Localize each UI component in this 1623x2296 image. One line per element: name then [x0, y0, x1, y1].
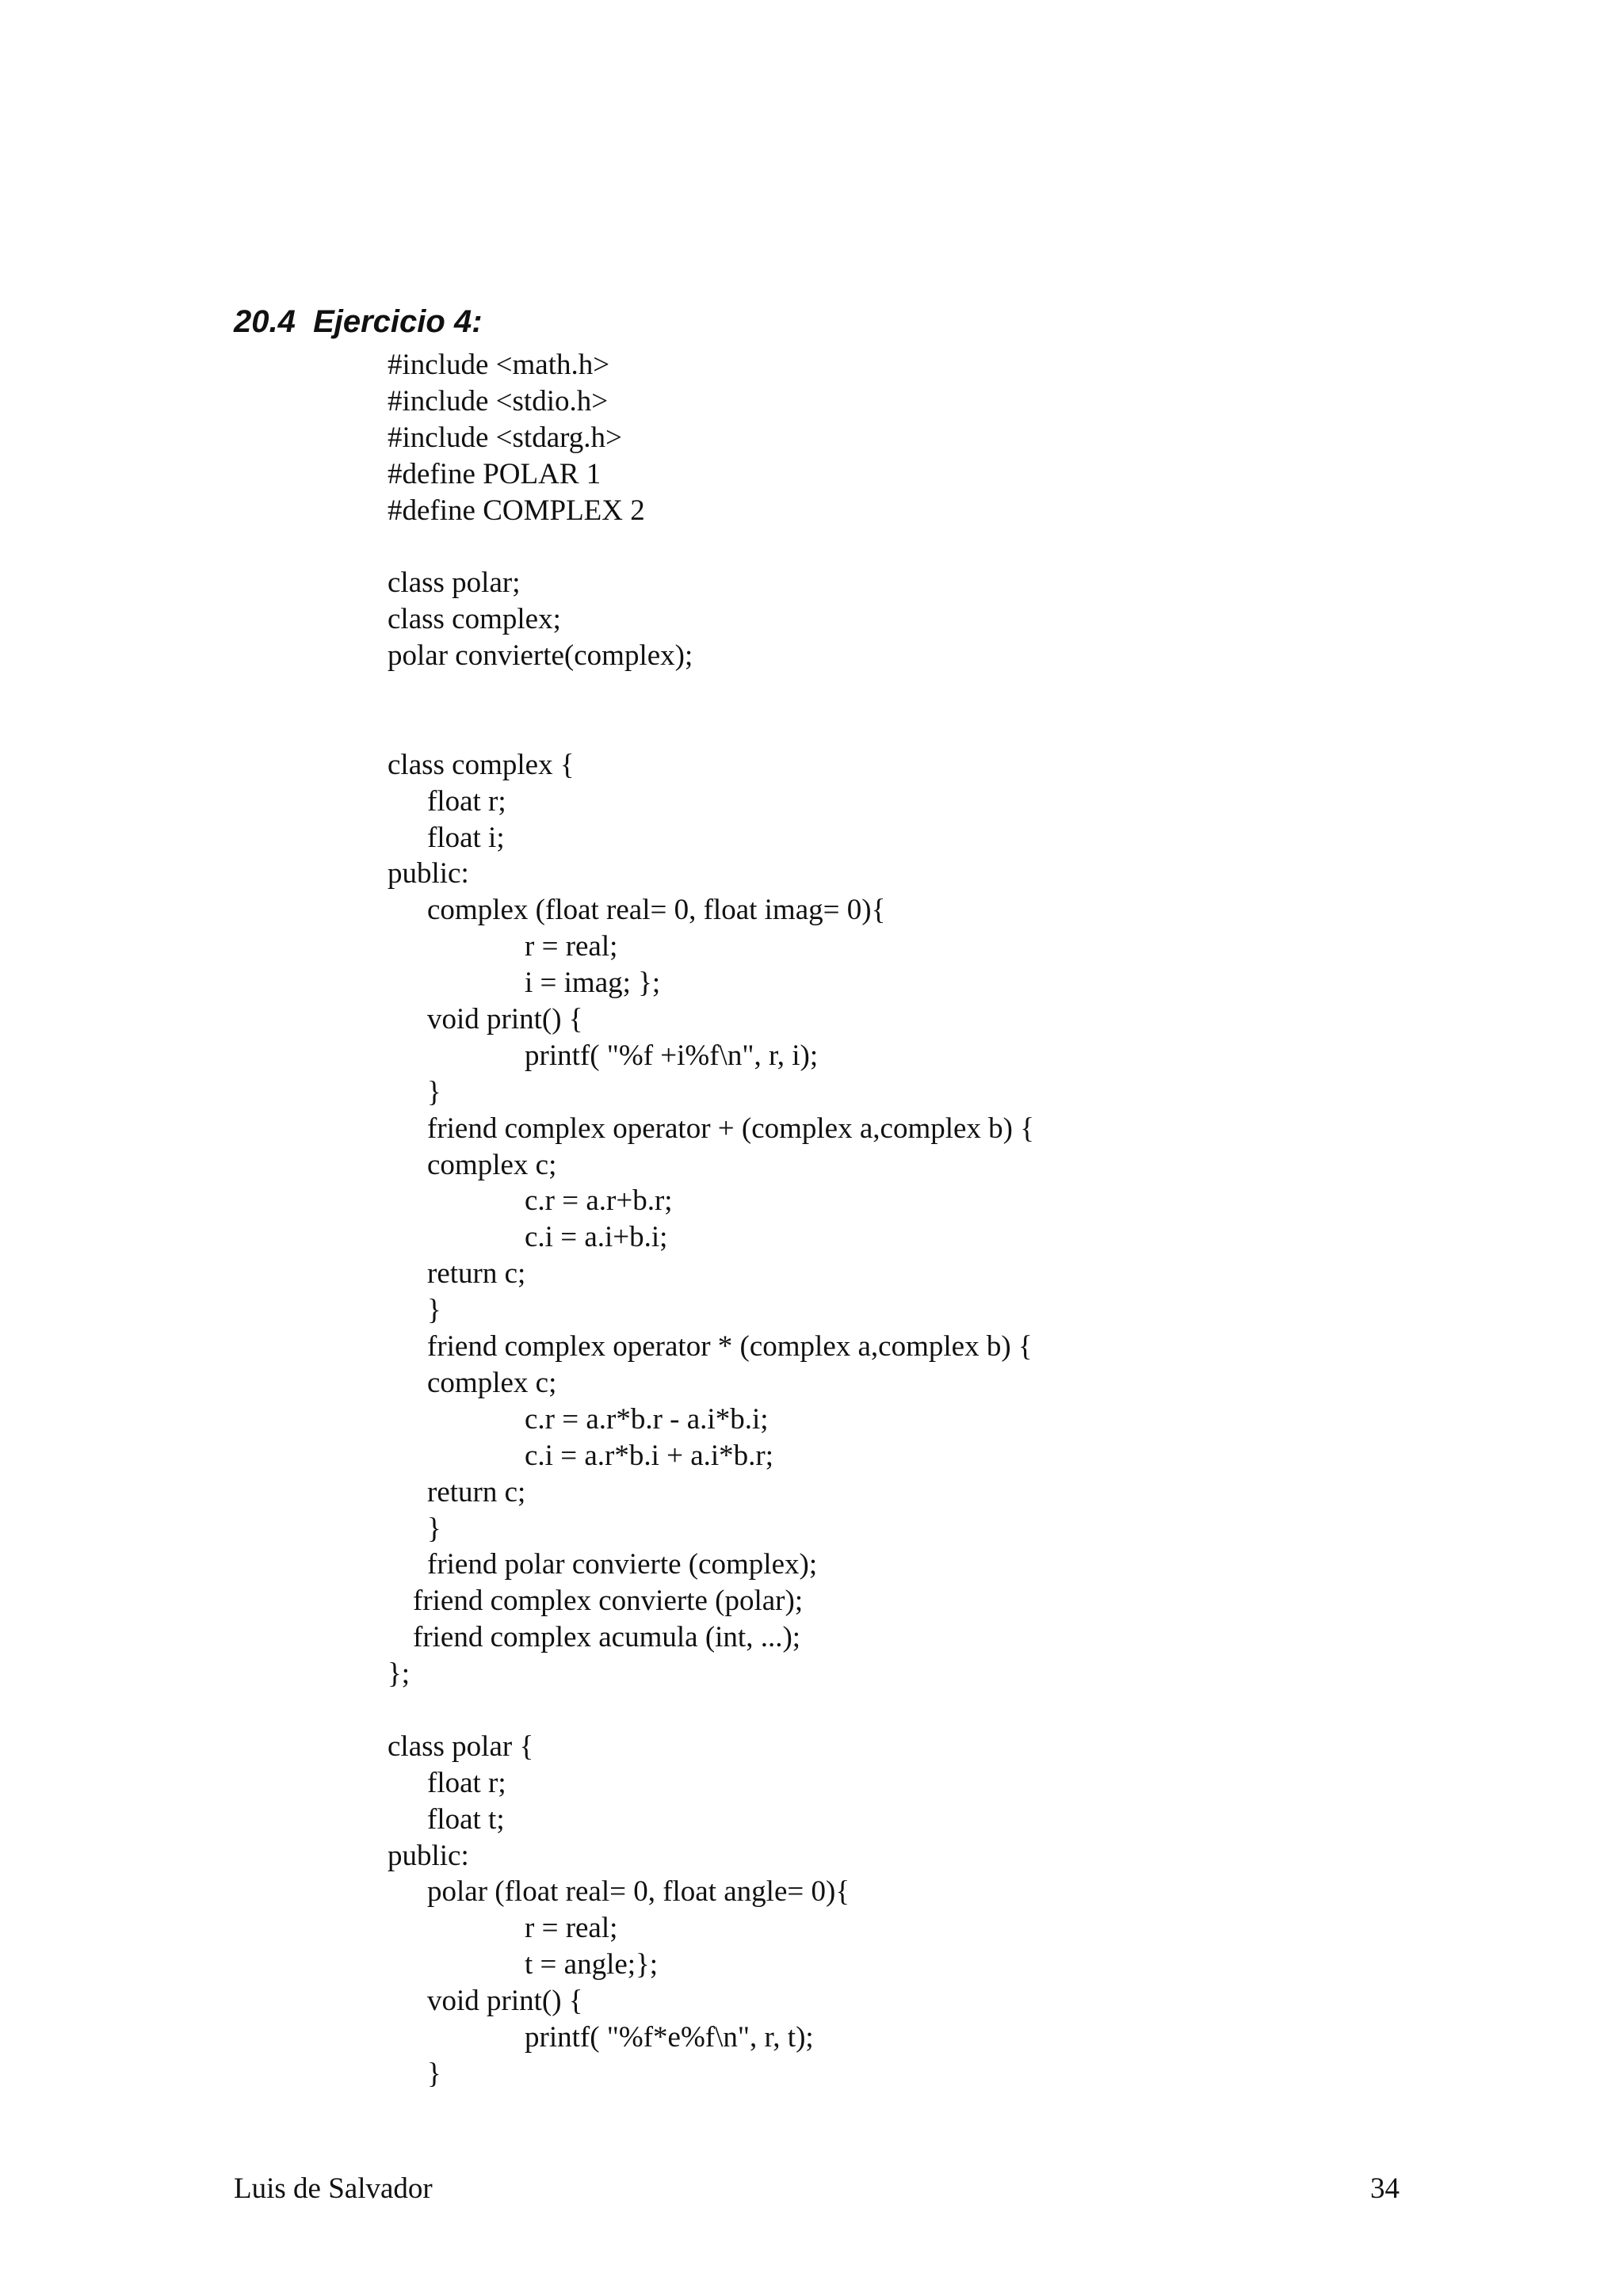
code-line: printf( "%f +i%f\n", r, i); — [525, 1039, 819, 1072]
code-line: } — [427, 1294, 441, 1327]
footer-author: Luis de Salvador — [234, 2172, 433, 2205]
code-line: c.i = a.r*b.i + a.i*b.r; — [525, 1439, 774, 1472]
code-line: class complex { — [388, 748, 575, 781]
code-line — [388, 528, 1034, 565]
code-line: public: — [388, 857, 469, 891]
code-line: r = real; — [525, 1912, 618, 1945]
code-line: #define POLAR 1 — [388, 457, 601, 490]
code-line: friend complex acumula (int, ...); — [413, 1621, 801, 1654]
code-line: r = real; — [525, 930, 618, 963]
code-line: void print() { — [427, 1985, 583, 2018]
code-line: class complex; — [388, 603, 561, 636]
code-line: c.r = a.r*b.r - a.i*b.i; — [525, 1402, 769, 1436]
code-line: complex c; — [427, 1148, 557, 1181]
code-line: float r; — [427, 1766, 506, 1799]
code-line: complex c; — [427, 1366, 557, 1399]
code-line: }; — [388, 1657, 411, 1691]
code-line: } — [427, 1075, 441, 1108]
code-line: } — [427, 2057, 441, 2090]
code-line: friend complex convierte (polar); — [413, 1585, 804, 1618]
code-line: complex (float real= 0, float imag= 0){ — [427, 894, 886, 927]
code-line: #define COMPLEX 2 — [388, 494, 645, 527]
code-line: float r; — [427, 784, 506, 818]
code-line: #include <math.h> — [388, 349, 610, 381]
code-line: c.r = a.r+b.r; — [525, 1184, 673, 1218]
code-line: void print() { — [427, 1003, 583, 1036]
code-line: return c; — [427, 1475, 526, 1508]
code-line: public: — [388, 1839, 469, 1872]
code-line: return c; — [427, 1257, 526, 1291]
code-line: printf( "%f*e%f\n", r, t); — [525, 2020, 814, 2054]
code-line: class polar; — [388, 566, 521, 600]
code-line: c.i = a.i+b.i; — [525, 1221, 668, 1254]
code-line: polar (float real= 0, float angle= 0){ — [427, 1875, 850, 1909]
code-line: #include <stdio.h> — [388, 384, 609, 418]
code-line: friend complex operator + (complex a,complex b) { — [427, 1112, 1035, 1145]
code-line — [388, 674, 1034, 711]
code-line: friend polar convierte (complex); — [427, 1548, 818, 1581]
code-line: polar convierte(complex); — [388, 639, 693, 673]
code-listing — [388, 347, 1034, 2092]
code-line: t = angle;}; — [525, 1948, 659, 1981]
code-line: class polar { — [388, 1730, 534, 1763]
code-line: } — [427, 1512, 441, 1545]
page-number: 34 — [1370, 2172, 1400, 2205]
section-heading: 20.4 Ejercicio 4: — [234, 304, 483, 339]
code-line — [388, 1692, 1034, 1729]
code-line: float t; — [427, 1802, 505, 1836]
code-line: friend complex operator * (complex a,complex b) { — [427, 1330, 1033, 1363]
code-line — [388, 711, 1034, 747]
code-line: i = imag; }; — [525, 967, 661, 1000]
code-line: float i; — [427, 821, 505, 854]
code-line: #include <stdarg.h> — [388, 421, 622, 454]
